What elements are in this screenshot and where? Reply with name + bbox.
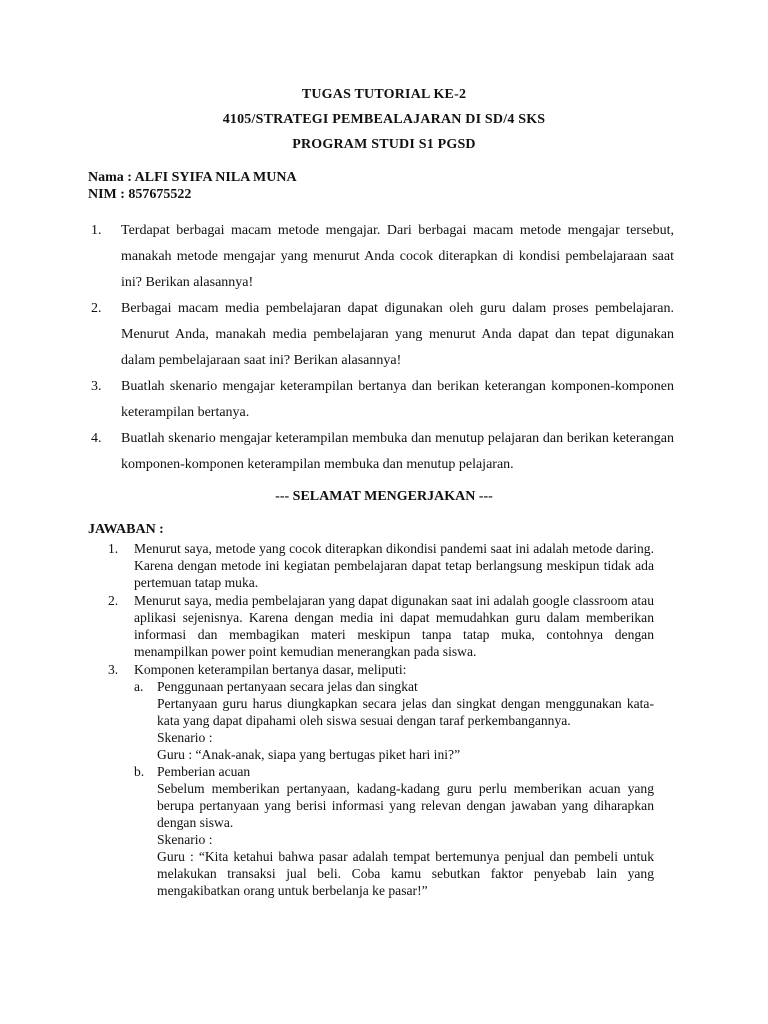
component-item xyxy=(134,763,654,899)
question-item xyxy=(91,218,674,296)
question-item xyxy=(91,296,674,374)
doc-title: TUGAS TUTORIAL KE-2 xyxy=(301,87,467,102)
answer-text: Komponen keterampilan bertanya dasar, meliputi: xyxy=(134,662,407,677)
component-letter: b. xyxy=(134,764,145,779)
student-nim: NIM : 857675522 xyxy=(88,187,192,202)
component-list xyxy=(134,678,654,899)
question-number: 3. xyxy=(91,379,102,394)
scenario-label: Skenario : xyxy=(157,730,213,745)
closing-text: --- SELAMAT MENGERJAKAN --- xyxy=(275,489,493,504)
question-text: Berbagai macam media pembelajaran dapat digunakan oleh guru dalam proses pembelajaran. Menurut Anda, manakah media pembelajaran yang menurut Anda dapat dan tepat digunakan dalam pembelajaraan saat ini? Berikan alasannya! xyxy=(121,301,674,368)
question-item xyxy=(91,426,674,478)
program-title: PROGRAM STUDI S1 PGSD xyxy=(292,137,476,152)
student-name: Nama : ALFI SYIFA NILA MUNA xyxy=(88,170,297,185)
course-title: 4105/STRATEGI PEMBEALAJARAN DI SD/4 SKS xyxy=(222,112,546,127)
scenario-text: Guru : “Anak-anak, siapa yang bertugas piket hari ini?” xyxy=(157,747,461,762)
question-item xyxy=(91,374,674,426)
answer-item xyxy=(108,540,654,591)
component-letter: a. xyxy=(134,679,144,694)
answer-list xyxy=(108,540,654,900)
answer-text: Menurut saya, media pembelajaran yang dapat digunakan saat ini adalah google classroom atau aplikasi sejenisnya. Karena dengan media ini dapat memudahkan guru dalam memberikan informasi dan membagikan materi meskipun tanpa tatap muka, contohnya dengan menampilkan power point kemudian menerangkan pada siswa. xyxy=(134,593,654,659)
answer-item xyxy=(108,661,654,899)
question-text: Buatlah skenario mengajar keterampilan membuka dan menutup pelajaran dan berikan keterangan komponen-komponen keterampilan membuka dan menutup pelajaran. xyxy=(121,431,674,472)
question-text: Terdapat berbagai macam metode mengajar. Dari berbagai macam metode mengajar tersebut, manakah metode mengajar yang menurut Anda cocok diterapkan di kondisi pembelajaraan saat ini? Berikan alasannya! xyxy=(121,223,674,290)
scenario-text: Guru : “Kita ketahui bahwa pasar adalah tempat bertemunya penjual dan pembeli untuk melakukan transaksi jual beli. Coba kamu sebutkan faktor penyebab lain yang mengakibatkan orang untuk berbelanja ke pasar!” xyxy=(157,849,654,898)
question-number: 2. xyxy=(91,301,102,316)
question-list xyxy=(91,218,674,478)
answers-heading: JAWABAN : xyxy=(88,522,164,537)
question-number: 1. xyxy=(91,223,102,238)
answer-number: 3. xyxy=(108,662,119,677)
answer-number: 1. xyxy=(108,541,119,556)
answer-item xyxy=(108,592,654,660)
component-description: Sebelum memberikan pertanyaan, kadang-kadang guru perlu memberikan acuan yang berupa pertanyaan yang berisi informasi yang relevan dengan jawaban yang diharapkan dengan siswa. xyxy=(157,781,654,830)
answer-text: Menurut saya, metode yang cocok diterapkan dikondisi pandemi saat ini adalah metode daring. Karena dengan metode ini kegiatan pembelajaran dapat tetap berlangsung meskipun tidak ada pertemuan tatap muka. xyxy=(134,541,654,590)
component-title: Pemberian acuan xyxy=(157,764,251,779)
answer-number: 2. xyxy=(108,593,119,608)
scenario-label: Skenario : xyxy=(157,832,213,847)
component-item xyxy=(134,678,654,763)
question-number: 4. xyxy=(91,431,102,446)
component-description: Pertanyaan guru harus diungkapkan secara jelas dan singkat dengan menggunakan kata-kata yang dapat dipahami oleh siswa sesuai dengan taraf perkembangannya. xyxy=(157,696,654,728)
question-text: Buatlah skenario mengajar keterampilan bertanya dan berikan keterangan komponen-komponen keterampilan bertanya. xyxy=(121,379,674,420)
component-title: Penggunaan pertanyaan secara jelas dan singkat xyxy=(157,679,418,694)
